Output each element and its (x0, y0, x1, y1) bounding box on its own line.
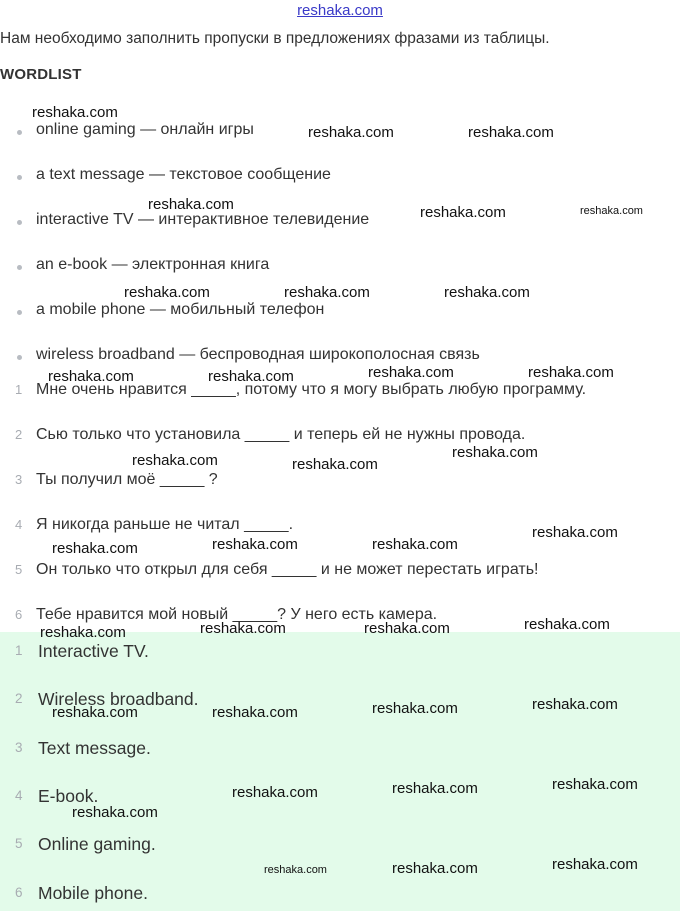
question-text: Я никогда раньше не читал _____. (36, 516, 294, 533)
wordlist-item-text: interactive TV — интерактивное телевидение (36, 211, 370, 228)
watermark: reshaka.com (528, 364, 614, 381)
watermark: reshaka.com (200, 620, 286, 637)
bullet-icon (17, 265, 22, 270)
wordlist-item-text: online gaming — онлайн игры (36, 121, 254, 138)
wordlist-title: WORDLIST (0, 66, 82, 83)
watermark: reshaka.com (468, 124, 554, 141)
watermark: reshaka.com (444, 284, 530, 301)
watermark: reshaka.com (48, 368, 134, 385)
watermark: reshaka.com (392, 860, 478, 877)
bullet-icon (17, 175, 22, 180)
intro-text: Нам необходимо заполнить пропуски в предложениях фразами из таблицы. (0, 30, 550, 47)
answer-number: 4 (15, 788, 23, 803)
watermark: reshaka.com (524, 616, 610, 633)
question-text: Тебе нравится мой новый _____? У него есть камера. (36, 606, 438, 623)
watermark: reshaka.com (420, 204, 506, 221)
watermark: reshaka.com (264, 864, 327, 876)
bullet-icon (17, 220, 22, 225)
bullet-icon (17, 310, 22, 315)
watermark: reshaka.com (308, 124, 394, 141)
watermark: reshaka.com (208, 368, 294, 385)
question-number: 4 (15, 517, 23, 532)
answer-text: Interactive TV. (38, 641, 149, 661)
answer-text: Text message. (38, 738, 151, 758)
site-link[interactable]: reshaka.com (297, 2, 383, 19)
watermark: reshaka.com (452, 444, 538, 461)
wordlist-item-text: a text message — текстовое сообщение (36, 166, 331, 183)
watermark: reshaka.com (532, 696, 618, 713)
watermark: reshaka.com (284, 284, 370, 301)
watermark: reshaka.com (132, 452, 218, 469)
question-text: Мне очень нравится _____, потому что я могу выбрать любую программу. (36, 381, 587, 398)
watermark: reshaka.com (52, 540, 138, 557)
watermark: reshaka.com (148, 196, 234, 213)
question-number: 5 (15, 562, 23, 577)
watermark: reshaka.com (40, 624, 126, 641)
answer-number: 3 (15, 740, 23, 755)
wordlist-item-text: a mobile phone — мобильный телефон (36, 301, 325, 318)
watermark: reshaka.com (232, 784, 318, 801)
watermark: reshaka.com (124, 284, 210, 301)
question-number: 1 (15, 382, 23, 397)
question-text: Он только что открыл для себя _____ и не может перестать играть! (36, 561, 539, 578)
watermark: reshaka.com (532, 524, 618, 541)
watermark: reshaka.com (364, 620, 450, 637)
watermark: reshaka.com (392, 780, 478, 797)
question-number: 6 (15, 607, 23, 622)
answer-text: E-book. (38, 786, 99, 806)
watermark: reshaka.com (32, 104, 118, 121)
watermark: reshaka.com (292, 456, 378, 473)
bullet-icon (17, 355, 22, 360)
answer-number: 1 (15, 643, 23, 658)
watermark: reshaka.com (372, 700, 458, 717)
question-number: 3 (15, 472, 23, 487)
bullet-icon (17, 130, 22, 135)
watermark: reshaka.com (368, 364, 454, 381)
question-text: Ты получил моё _____ ? (36, 471, 218, 488)
watermark: reshaka.com (52, 704, 138, 721)
wordlist-item-text: an e-book — электронная книга (36, 256, 270, 273)
watermark: reshaka.com (372, 536, 458, 553)
watermark: reshaka.com (212, 704, 298, 721)
wordlist-item-text: wireless broadband — беспроводная широкополосная связь (36, 346, 480, 363)
question-number: 2 (15, 427, 23, 442)
answer-number: 6 (15, 885, 23, 900)
answer-text: Online gaming. (38, 834, 156, 854)
watermark: reshaka.com (212, 536, 298, 553)
watermark: reshaka.com (552, 856, 638, 873)
answer-text: Mobile phone. (38, 883, 148, 903)
watermark: reshaka.com (552, 776, 638, 793)
question-text: Сью только что установила _____ и теперь ей не нужны провода. (36, 426, 526, 443)
answer-number: 2 (15, 691, 23, 706)
answer-text: Wireless broadband. (38, 689, 199, 709)
answer-number: 5 (15, 836, 23, 851)
watermark: reshaka.com (580, 205, 643, 217)
watermark: reshaka.com (72, 804, 158, 821)
